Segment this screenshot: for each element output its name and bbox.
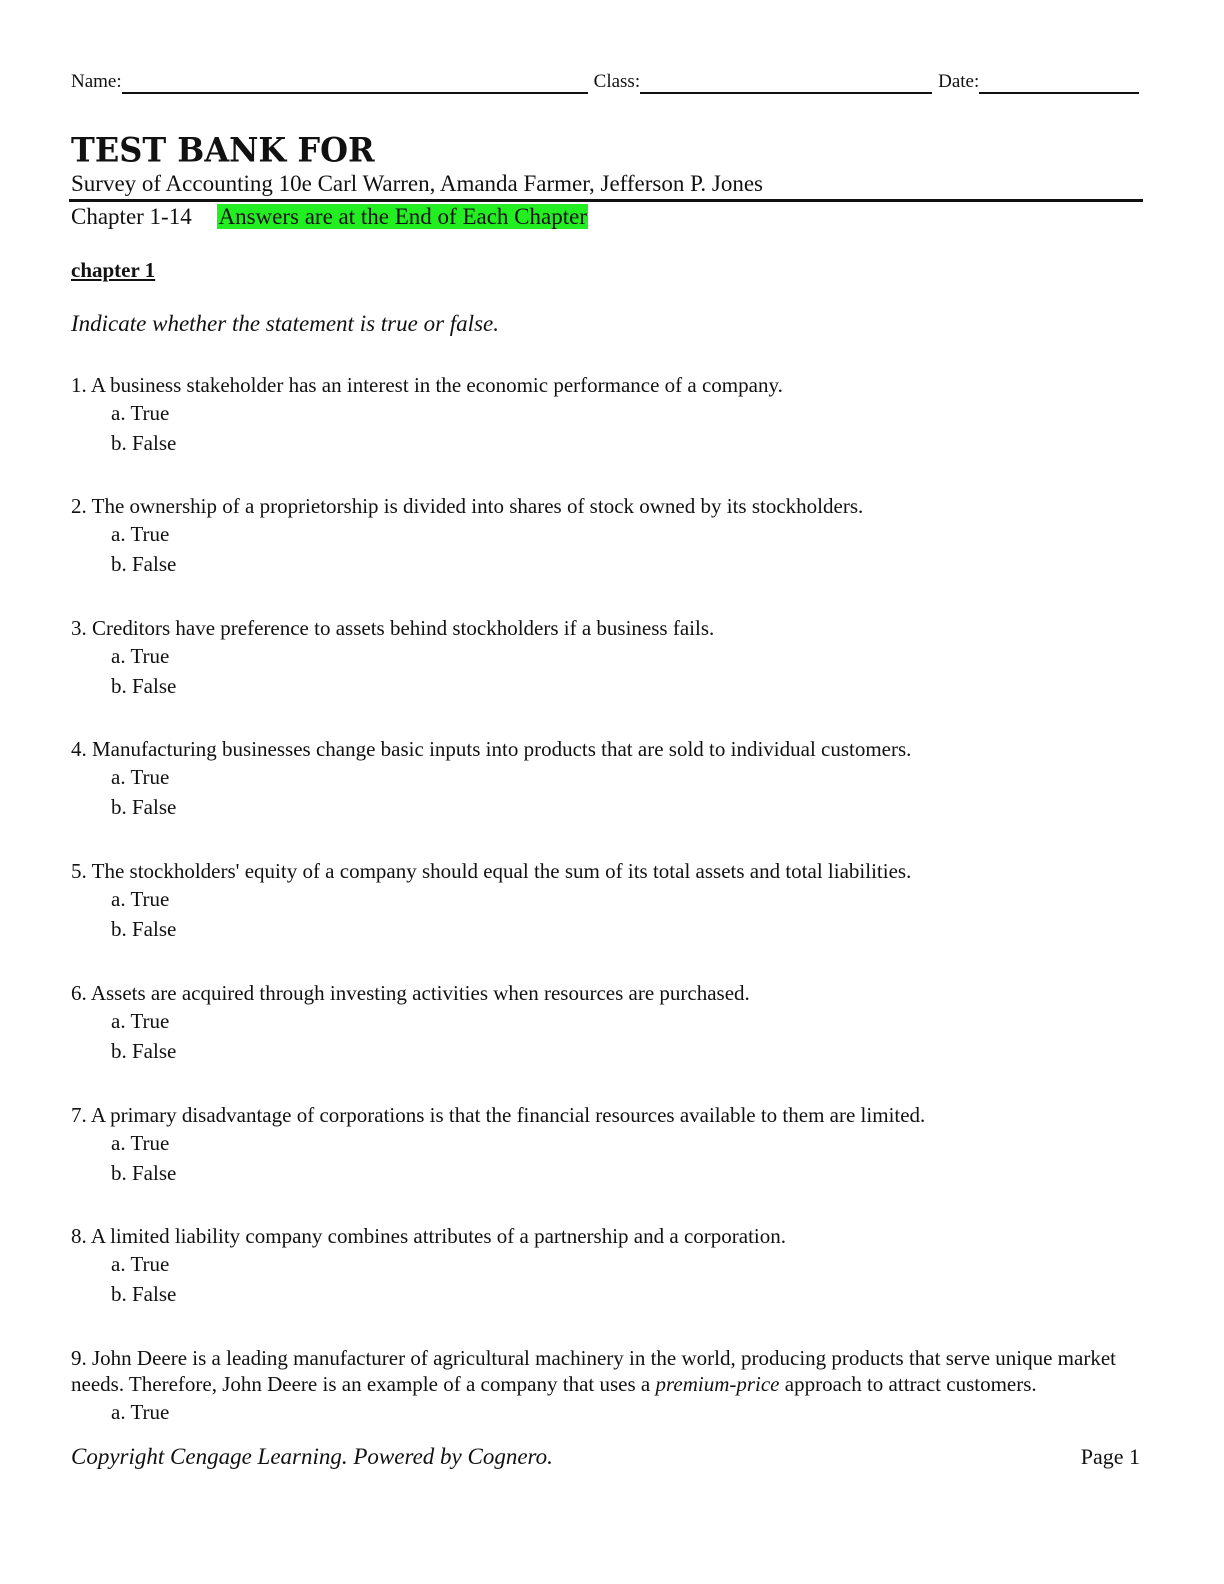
question-stem: 2. The ownership of a proprietorship is divided into shares of stock owned by its stockholders. [71,494,864,518]
question-4 [71,736,1146,822]
question-stem: 5. The stockholders' equity of a company should equal the sum of its total assets and total liabilities. [71,859,912,883]
option-true: a. True [111,1131,170,1155]
question-stem [71,1345,1146,1397]
class-label: Class: [593,71,641,92]
question-stem-emphasis: premium-price [655,1372,780,1396]
question-stem: 1. A business stakeholder has an interest in the economic performance of a company. [71,373,783,397]
question-stem: 3. Creditors have preference to assets behind stockholders if a business fails. [71,616,715,640]
student-info-row [71,70,1141,94]
date-blank [979,70,1139,94]
name-label: Name: [71,71,122,92]
option-false: b. False [111,1039,177,1063]
option-false: b. False [111,917,177,941]
class-blank [640,70,932,94]
option-true: a. True [111,644,170,668]
question-1 [71,372,1146,458]
question-5 [71,858,1146,944]
question-stem: 7. A primary disadvantage of corporations is that the financial resources available to them are limited. [71,1103,926,1127]
question-stem: 6. Assets are acquired through investing activities when resources are purchased. [71,981,750,1005]
option-true: a. True [111,765,170,789]
book-subtitle: Survey of Accounting 10e Carl Warren, Amanda Farmer, Jefferson P. Jones [71,171,763,196]
answers-note-highlight: Answers are at the End of Each Chapter [218,204,587,229]
option-false: b. False [111,1282,177,1306]
name-blank [122,70,588,94]
option-true: a. True [111,1252,170,1276]
copyright-footer: Copyright Cengage Learning. Powered by Cognero. [71,1444,553,1469]
chapter-heading: chapter 1 [71,258,156,282]
question-stem-end: approach to attract customers. [779,1372,1037,1396]
question-stem-start: 9. John Deere is a leading manufacturer of agricultural machinery in the world, producing products that serve unique market needs. Therefore, John Deere is an example of a company that uses a [71,1346,1116,1396]
option-false: b. False [111,431,177,455]
question-8 [71,1223,1146,1309]
question-2 [71,493,1146,579]
date-label: Date: [938,71,980,92]
chapter-range: Chapter 1-14 [71,204,192,229]
option-false: b. False [111,795,177,819]
option-true: a. True [111,887,170,911]
option-true: a. True [111,401,170,425]
question-stem: 4. Manufacturing businesses change basic inputs into products that are sold to individual customers. [71,737,912,761]
option-false: b. False [111,552,177,576]
option-false: b. False [111,1161,177,1185]
chapter-range-line [71,202,588,232]
question-stem: 8. A limited liability company combines attributes of a partnership and a corporation. [71,1224,786,1248]
option-true: a. True [111,522,170,546]
option-false: b. False [111,674,177,698]
option-true: a. True [111,1009,170,1033]
document-title: TEST BANK FOR [71,130,375,170]
question-9 [71,1345,1146,1427]
option-true: a. True [111,1400,170,1424]
question-7 [71,1102,1146,1188]
instruction-text: Indicate whether the statement is true or false. [71,311,499,336]
page-number: Page 1 [1080,1444,1140,1469]
question-6 [71,980,1146,1066]
question-3 [71,615,1146,701]
